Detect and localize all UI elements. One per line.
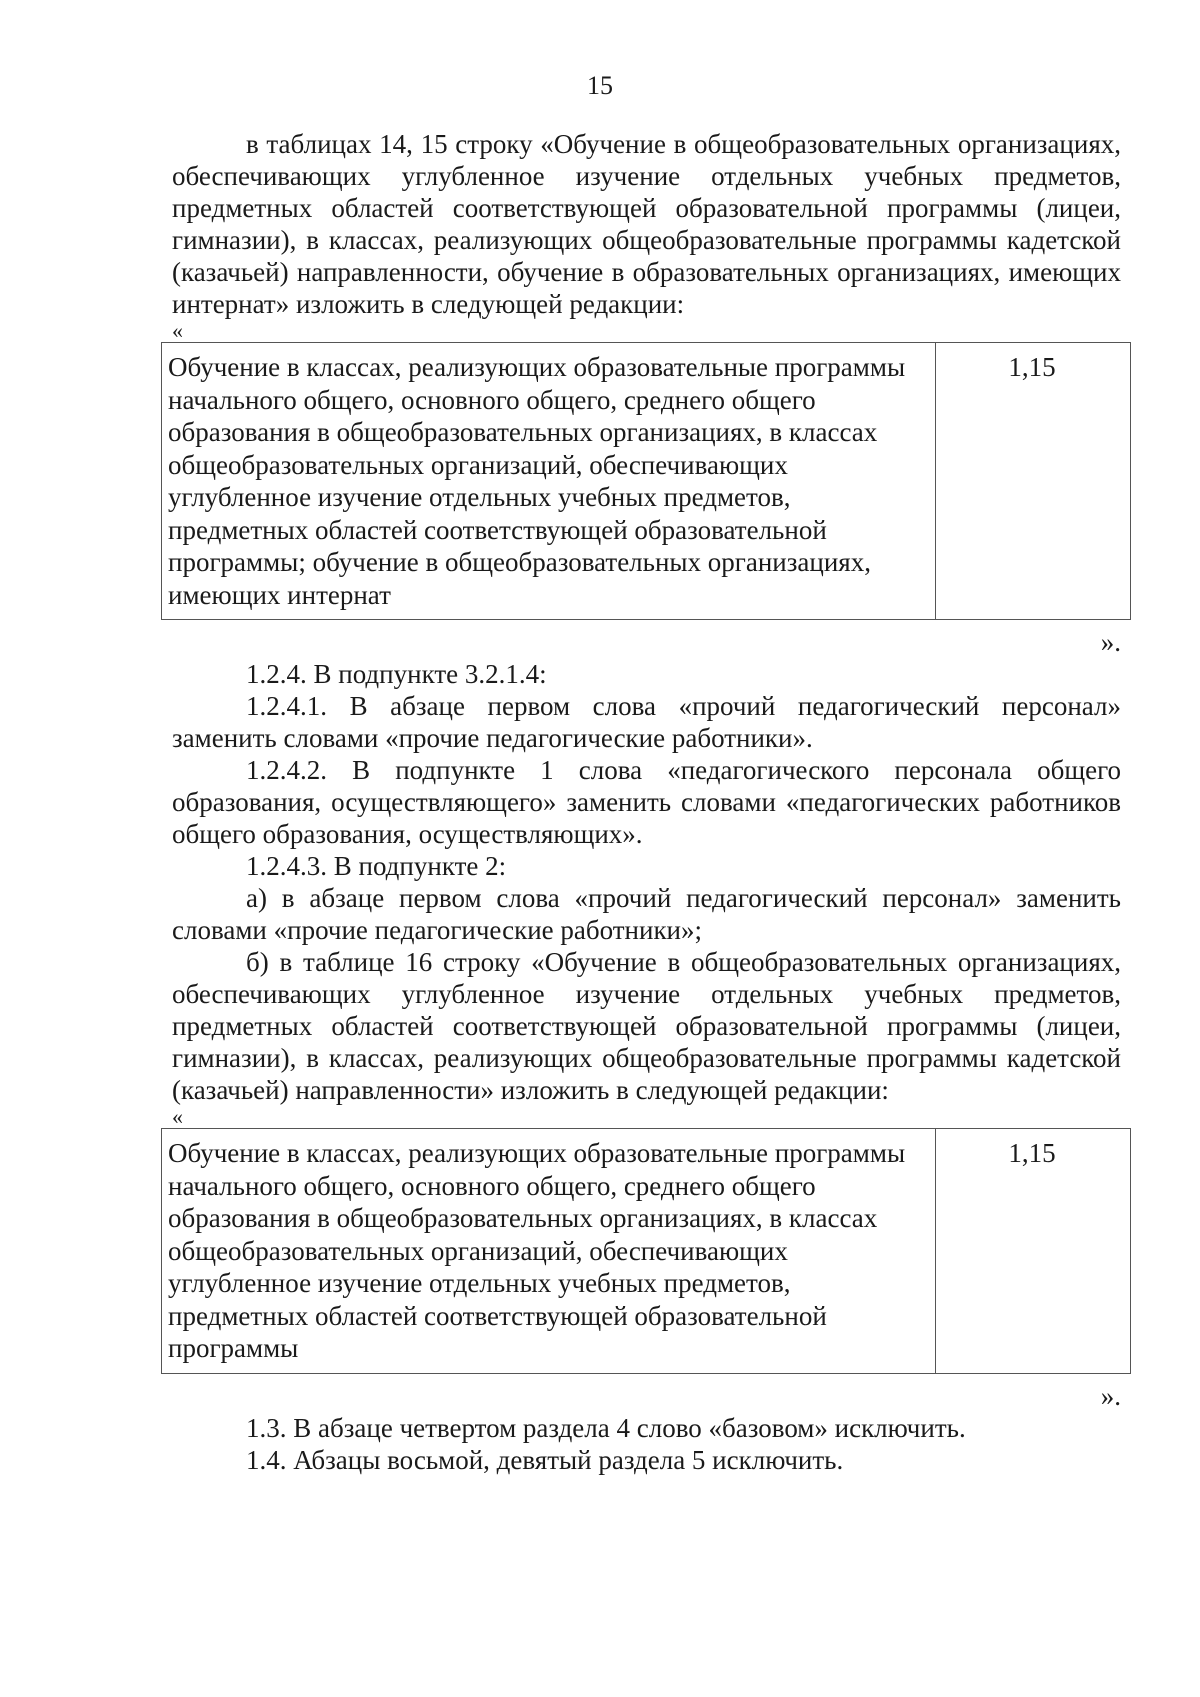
paragraph-1-2-4: 1.2.4. В подпункте 3.2.1.4: xyxy=(246,659,547,689)
paragraph-1-2-4-3: 1.2.4.3. В подпункте 2: xyxy=(246,851,507,881)
paragraph-item-b: б) в таблице 16 строку «Обучение в общеобразовательных организациях, обеспечивающих углубленное изучение отдельных учебных предметов, предметных областей соответствующей образовательной программы (лицеи, гимназии), в классах, реализующих общеобразовательные программы кадетской (казачьей) направленности» изложить в следующей редакции: xyxy=(172,947,1121,1105)
table-cell-description: Обучение в классах, реализующих образовательные программы начального общего, основного общего, среднего общего образования в общеобразовательных организациях, в классах общеобразовательных организаций, обеспечивающих углубленное изучение отдельных учебных предметов, предметных областей соответствующей образовательной программы xyxy=(162,1129,936,1374)
closing-quote: ». xyxy=(1100,1380,1121,1411)
paragraph-1-2-4-1: 1.2.4.1. В абзаце первом слова «прочий педагогический персонал» заменить словами «прочие педагогические работники». xyxy=(172,691,1121,753)
paragraph-item-a: а) в абзаце первом слова «прочий педагогический персонал» заменить словами «прочие педагогические работники»; xyxy=(172,883,1121,945)
opening-quote: « xyxy=(172,1104,183,1129)
paragraph-1-3: 1.3. В абзаце четвертом раздела 4 слово «базовом» исключить. xyxy=(246,1412,966,1443)
table-cell-coefficient: 1,15 xyxy=(936,343,1131,620)
table-row xyxy=(162,343,1131,620)
table-cell-description: Обучение в классах, реализующих образовательные программы начального общего, основного общего, среднего общего образования в общеобразовательных организациях, в классах общеобразовательных организаций, обеспечивающих углубленное изучение отдельных учебных предметов, предметных областей соответствующей образовательной программы; обучение в общеобразовательных организациях, имеющих интернат xyxy=(162,343,936,620)
table-row xyxy=(162,1129,1131,1374)
paragraph-tables-14-15: в таблицах 14, 15 строку «Обучение в общеобразовательных организациях, обеспечивающих углубленное изучение отдельных учебных предметов, предметных областей соответствующей образовательной программы (лицеи, гимназии), в классах, реализующих общеобразовательные программы кадетской (казачьей) направленности, обучение в образовательных организациях, имеющих интернат» изложить в следующей редакции: xyxy=(172,129,1121,319)
paragraph-1-2-4-2: 1.2.4.2. В подпункте 1 слова «педагогического персонала общего образования, осуществляющего» заменить словами «педагогических работников общего образования, осуществляющих». xyxy=(172,755,1121,849)
closing-quote: ». xyxy=(1100,627,1121,657)
table-cell-coefficient: 1,15 xyxy=(936,1129,1131,1374)
inserted-table-1 xyxy=(161,342,1131,620)
inserted-table-2 xyxy=(161,1128,1131,1374)
document-body xyxy=(168,128,1121,1476)
opening-quote: « xyxy=(172,318,183,343)
paragraph-1-4: 1.4. Абзацы восьмой, девятый раздела 5 исключить. xyxy=(246,1444,844,1475)
page-number: 15 xyxy=(587,71,613,100)
